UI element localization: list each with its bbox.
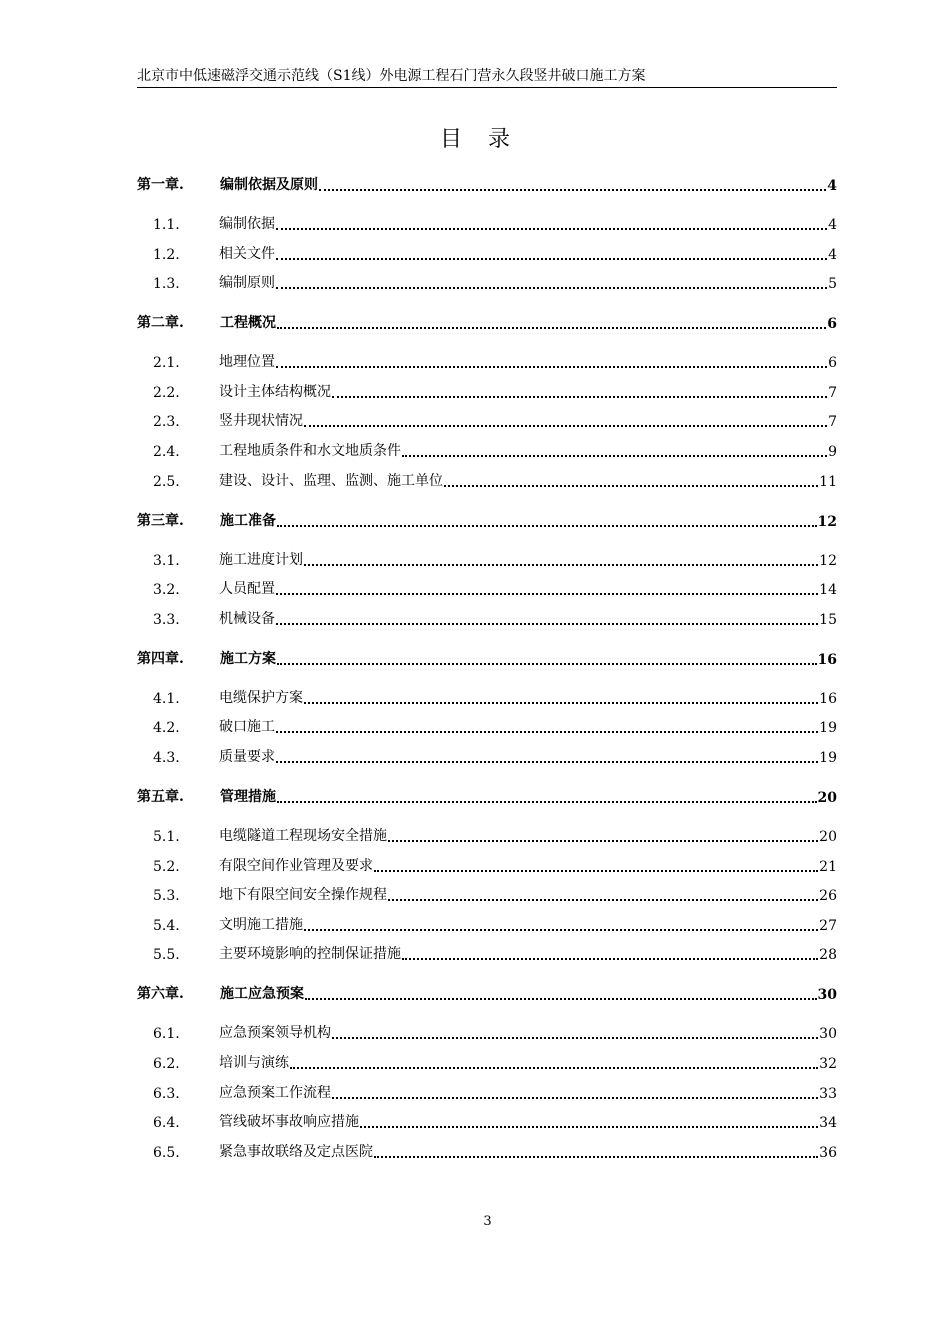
chapter-title: 施工准备 <box>220 512 276 529</box>
toc-section-entry[interactable] <box>137 712 837 736</box>
leader-dots <box>374 870 818 872</box>
section-title: 应急预案领导机构 <box>219 1025 331 1042</box>
section-page: 16 <box>819 690 837 707</box>
section-page: 36 <box>819 1144 837 1161</box>
leader-dots <box>444 485 818 487</box>
leader-dots <box>304 425 827 427</box>
toc-section-entry[interactable] <box>137 742 837 766</box>
section-page: 7 <box>828 384 837 401</box>
section-title: 机械设备 <box>219 610 275 627</box>
toc-section-entry[interactable] <box>137 910 837 934</box>
toc-section-entry[interactable] <box>137 1137 837 1161</box>
chapter-number: 第五章. <box>137 788 184 805</box>
section-title: 编制原则 <box>219 275 275 292</box>
section-number: 2.1. <box>153 355 180 372</box>
leader-dots <box>304 702 818 704</box>
section-page: 5 <box>828 276 837 293</box>
leader-dots <box>277 663 817 665</box>
section-title: 文明施工措施 <box>219 916 303 933</box>
section-number: 2.4. <box>153 443 180 460</box>
leader-dots <box>290 1067 818 1069</box>
section-page: 7 <box>828 414 837 431</box>
chapter-page: 4 <box>827 178 837 194</box>
leader-dots <box>276 366 827 368</box>
section-page: 11 <box>819 473 837 490</box>
leader-dots <box>304 929 818 931</box>
section-page: 32 <box>819 1055 837 1072</box>
toc-chapter-entry[interactable] <box>137 506 837 530</box>
chapter-number: 第二章. <box>137 315 184 332</box>
leader-dots <box>276 623 818 625</box>
section-number: 5.1. <box>153 828 180 845</box>
leader-dots <box>374 1156 818 1158</box>
toc-chapter-entry[interactable] <box>137 644 837 668</box>
section-number: 6.5. <box>153 1144 180 1161</box>
leader-dots <box>360 1126 818 1128</box>
toc-section-entry[interactable] <box>137 466 837 490</box>
section-title: 地下有限空间安全操作规程 <box>219 887 387 904</box>
section-number: 1.2. <box>153 246 180 263</box>
section-number: 6.1. <box>153 1026 180 1043</box>
chapter-number: 第三章. <box>137 512 184 529</box>
toc-chapter-entry[interactable] <box>137 308 837 332</box>
section-title: 地理位置 <box>219 354 275 371</box>
chapter-title: 编制依据及原则 <box>220 177 318 193</box>
chapter-page: 30 <box>817 987 837 1004</box>
chapter-title: 施工方案 <box>220 650 276 667</box>
table-of-contents <box>137 170 837 1161</box>
section-page: 20 <box>819 828 837 845</box>
toc-section-entry[interactable] <box>137 1078 837 1102</box>
toc-section-entry[interactable] <box>137 239 837 263</box>
section-title: 编制依据 <box>219 216 275 232</box>
section-number: 4.2. <box>153 720 180 737</box>
section-page: 4 <box>828 246 837 263</box>
section-page: 19 <box>819 720 837 737</box>
section-page: 27 <box>819 917 837 934</box>
section-page: 21 <box>819 858 837 875</box>
section-number: 3.2. <box>153 582 180 599</box>
section-number: 1.1. <box>153 217 180 233</box>
section-number: 6.4. <box>153 1115 180 1132</box>
page-number: 3 <box>483 1214 492 1229</box>
section-number: 5.2. <box>153 858 180 875</box>
section-number: 5.4. <box>153 917 180 934</box>
chapter-number: 第六章. <box>137 986 184 1003</box>
section-title: 管线破坏事故响应措施 <box>219 1114 359 1131</box>
leader-dots <box>304 564 818 566</box>
section-number: 4.3. <box>153 749 180 766</box>
toc-section-entry[interactable] <box>137 939 837 963</box>
section-number: 2.3. <box>153 414 180 431</box>
chapter-page: 6 <box>827 316 837 333</box>
leader-dots <box>276 731 818 733</box>
leader-dots <box>332 396 827 398</box>
toc-section-entry[interactable] <box>137 268 837 292</box>
toc-section-entry[interactable] <box>137 851 837 875</box>
section-title: 主要环境影响的控制保证措施 <box>219 946 401 963</box>
chapter-number: 第四章. <box>137 650 184 667</box>
leader-dots <box>388 899 818 901</box>
section-title: 电缆隧道工程现场安全措施 <box>219 827 387 844</box>
toc-section-entry[interactable] <box>137 1018 837 1042</box>
leader-dots <box>277 327 826 329</box>
section-page: 9 <box>828 443 837 460</box>
leader-dots <box>277 801 817 803</box>
leader-dots <box>276 593 818 595</box>
leader-dots <box>332 1097 818 1099</box>
section-page: 33 <box>819 1085 837 1102</box>
toc-section-entry[interactable] <box>137 574 837 598</box>
section-number: 6.3. <box>153 1085 180 1102</box>
leader-dots <box>276 258 827 260</box>
section-page: 34 <box>819 1115 837 1132</box>
leader-dots <box>388 840 818 842</box>
section-title: 人员配置 <box>219 581 275 598</box>
section-page: 4 <box>828 217 837 233</box>
section-number: 5.3. <box>153 888 180 905</box>
section-number: 4.1. <box>153 690 180 707</box>
section-page: 28 <box>819 947 837 964</box>
chapter-number: 第一章. <box>137 177 184 193</box>
toc-chapter-entry[interactable] <box>137 979 837 1003</box>
toc-section-entry[interactable] <box>137 683 837 707</box>
section-title: 电缆保护方案 <box>219 689 303 706</box>
leader-dots <box>402 958 818 960</box>
section-title: 破口施工 <box>219 719 275 736</box>
section-title: 竖井现状情况 <box>219 413 303 430</box>
section-title: 设计主体结构概况 <box>219 383 331 400</box>
section-page: 26 <box>819 888 837 905</box>
toc-section-entry[interactable] <box>137 1048 837 1072</box>
leader-dots <box>276 761 818 763</box>
page-header: 北京市中低速磁浮交通示范线（S1线）外电源工程石门营永久段竖井破口施工方案 <box>137 66 837 88</box>
toc-section-entry[interactable] <box>137 436 837 460</box>
section-number: 3.1. <box>153 552 180 569</box>
toc-section-entry[interactable] <box>137 1107 837 1131</box>
toc-section-entry[interactable] <box>137 406 837 430</box>
chapter-title: 施工应急预案 <box>220 986 304 1003</box>
section-page: 30 <box>819 1026 837 1043</box>
section-title: 工程地质条件和水文地质条件 <box>219 442 401 459</box>
section-title: 建设、设计、监理、监测、施工单位 <box>219 472 443 489</box>
section-number: 2.5. <box>153 473 180 490</box>
chapter-title: 管理措施 <box>220 788 276 805</box>
section-page: 14 <box>819 582 837 599</box>
toc-section-entry[interactable] <box>137 821 837 845</box>
section-number: 1.3. <box>153 276 180 293</box>
leader-dots <box>277 525 817 527</box>
section-number: 5.5. <box>153 947 180 964</box>
toc-section-entry[interactable] <box>137 545 837 569</box>
chapter-page: 16 <box>817 651 837 668</box>
section-title: 有限空间作业管理及要求 <box>219 857 373 874</box>
leader-dots <box>402 455 827 457</box>
toc-section-entry[interactable] <box>137 209 837 233</box>
section-title: 紧急事故联络及定点医院 <box>219 1143 373 1160</box>
chapter-page: 20 <box>817 789 837 806</box>
section-page: 12 <box>819 552 837 569</box>
toc-section-entry[interactable] <box>137 377 837 401</box>
section-number: 3.3. <box>153 611 180 628</box>
leader-dots <box>276 228 827 230</box>
leader-dots <box>319 189 826 191</box>
section-title: 相关文件 <box>219 245 275 262</box>
leader-dots <box>332 1037 818 1039</box>
section-title: 质量要求 <box>219 748 275 765</box>
section-number: 2.2. <box>153 384 180 401</box>
section-page: 15 <box>819 611 837 628</box>
section-number: 6.2. <box>153 1055 180 1072</box>
leader-dots <box>276 287 827 289</box>
toc-section-entry[interactable] <box>137 347 837 371</box>
leader-dots <box>305 998 817 1000</box>
section-title: 应急预案工作流程 <box>219 1084 331 1101</box>
toc-chapter-entry[interactable] <box>137 782 837 806</box>
section-title: 培训与演练 <box>219 1054 289 1071</box>
chapter-title: 工程概况 <box>220 315 276 332</box>
chapter-page: 12 <box>817 513 837 530</box>
section-title: 施工进度计划 <box>219 551 303 568</box>
section-page: 19 <box>819 749 837 766</box>
toc-section-entry[interactable] <box>137 604 837 628</box>
toc-section-entry[interactable] <box>137 880 837 904</box>
toc-title: 目录 <box>439 127 536 152</box>
toc-chapter-entry[interactable] <box>137 170 837 194</box>
section-page: 6 <box>828 355 837 372</box>
